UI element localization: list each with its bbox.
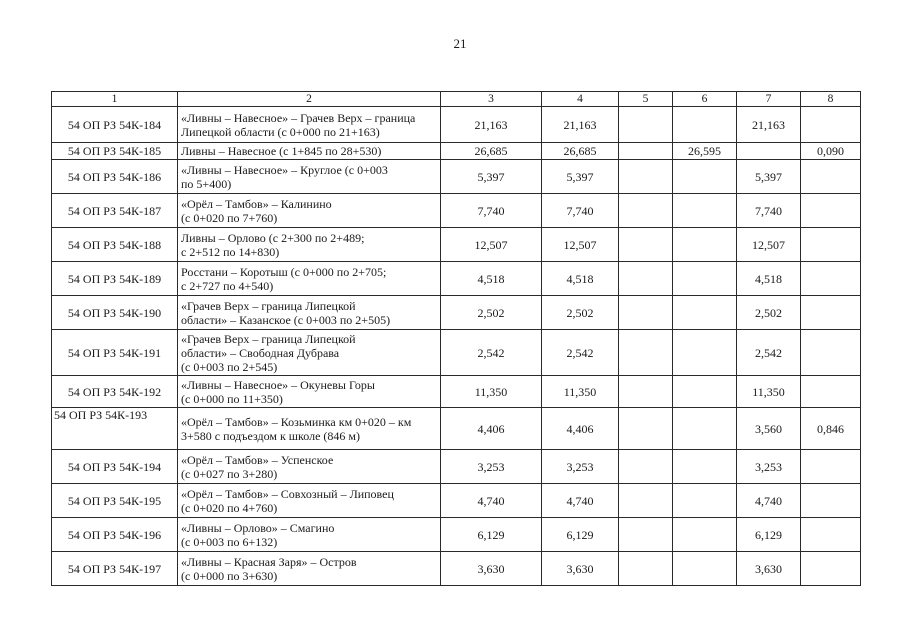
road-name: Росстани – Коротыш (с 0+000 по 2+705; с 2+727 по 4+540) — [178, 262, 441, 296]
road-code: 54 ОП РЗ 54К-185 — [52, 143, 178, 160]
cell-col5 — [619, 376, 673, 408]
cell-col8 — [801, 296, 861, 330]
cell-col8: 0,846 — [801, 408, 861, 450]
cell-col8 — [801, 330, 861, 376]
table-row — [52, 228, 861, 262]
cell-col5 — [619, 408, 673, 450]
cell-col4: 12,507 — [542, 228, 619, 262]
cell-col5 — [619, 450, 673, 484]
cell-col5 — [619, 143, 673, 160]
road-name: «Орёл – Тамбов» – Успенское (с 0+027 по 3+280) — [178, 450, 441, 484]
road-name: Ливны – Навесное (с 1+845 по 28+530) — [178, 143, 441, 160]
cell-col5 — [619, 518, 673, 552]
cell-col7: 7,740 — [737, 194, 801, 228]
table-row — [52, 518, 861, 552]
cell-col6 — [673, 408, 737, 450]
table-row — [52, 552, 861, 586]
cell-col3: 5,397 — [441, 160, 542, 194]
road-code: 54 ОП РЗ 54К-188 — [52, 228, 178, 262]
road-name: «Ливны – Красная Заря» – Остров (с 0+000 по 3+630) — [178, 552, 441, 586]
road-name: «Ливны – Навесное» – Грачев Верх – граница Липецкой области (с 0+000 по 21+163) — [178, 107, 441, 143]
cell-col6 — [673, 518, 737, 552]
column-header: 6 — [673, 92, 737, 107]
road-code: 54 ОП РЗ 54К-195 — [52, 484, 178, 518]
cell-col6 — [673, 262, 737, 296]
cell-col5 — [619, 107, 673, 143]
table-row — [52, 296, 861, 330]
column-header: 3 — [441, 92, 542, 107]
cell-col7: 2,542 — [737, 330, 801, 376]
cell-col7: 5,397 — [737, 160, 801, 194]
cell-col4: 3,630 — [542, 552, 619, 586]
cell-col7: 3,560 — [737, 408, 801, 450]
road-code: 54 ОП РЗ 54К-193 — [52, 408, 178, 450]
cell-col3: 2,502 — [441, 296, 542, 330]
table-row — [52, 408, 861, 450]
cell-col8 — [801, 552, 861, 586]
column-header: 7 — [737, 92, 801, 107]
cell-col8 — [801, 228, 861, 262]
cell-col3: 7,740 — [441, 194, 542, 228]
cell-col4: 5,397 — [542, 160, 619, 194]
cell-col4: 4,740 — [542, 484, 619, 518]
cell-col3: 6,129 — [441, 518, 542, 552]
road-name: «Ливны – Навесное» – Круглое (с 0+003 по 5+400) — [178, 160, 441, 194]
cell-col3: 2,542 — [441, 330, 542, 376]
cell-col8 — [801, 484, 861, 518]
cell-col5 — [619, 552, 673, 586]
cell-col8 — [801, 107, 861, 143]
road-name: «Грачев Верх – граница Липецкой области» – Казанское (с 0+003 по 2+505) — [178, 296, 441, 330]
cell-col6 — [673, 552, 737, 586]
cell-col5 — [619, 160, 673, 194]
cell-col4: 11,350 — [542, 376, 619, 408]
road-code: 54 ОП РЗ 54К-192 — [52, 376, 178, 408]
road-code: 54 ОП РЗ 54К-186 — [52, 160, 178, 194]
cell-col4: 4,518 — [542, 262, 619, 296]
cell-col8 — [801, 450, 861, 484]
road-name: «Орёл – Тамбов» – Калинино (с 0+020 по 7+760) — [178, 194, 441, 228]
page-number: 21 — [453, 36, 467, 51]
road-name: «Орёл – Тамбов» – Козьминка км 0+020 – км 3+580 с подъездом к школе (846 м) — [178, 408, 441, 450]
cell-col7: 3,630 — [737, 552, 801, 586]
table-row — [52, 262, 861, 296]
cell-col6 — [673, 330, 737, 376]
cell-col7: 4,740 — [737, 484, 801, 518]
cell-col4: 3,253 — [542, 450, 619, 484]
road-code: 54 ОП РЗ 54К-189 — [52, 262, 178, 296]
table-row — [52, 160, 861, 194]
road-code: 54 ОП РЗ 54К-191 — [52, 330, 178, 376]
table-row — [52, 450, 861, 484]
road-name: «Орёл – Тамбов» – Совхозный – Липовец (с 0+020 по 4+760) — [178, 484, 441, 518]
cell-col7: 3,253 — [737, 450, 801, 484]
cell-col4: 4,406 — [542, 408, 619, 450]
cell-col8 — [801, 160, 861, 194]
cell-col7: 11,350 — [737, 376, 801, 408]
road-code: 54 ОП РЗ 54К-194 — [52, 450, 178, 484]
cell-col8 — [801, 518, 861, 552]
cell-col3: 3,630 — [441, 552, 542, 586]
cell-col3: 11,350 — [441, 376, 542, 408]
road-name: Ливны – Орлово (с 2+300 по 2+489; с 2+512 по 14+830) — [178, 228, 441, 262]
table-row — [52, 376, 861, 408]
cell-col5 — [619, 262, 673, 296]
cell-col8: 0,090 — [801, 143, 861, 160]
table-row — [52, 330, 861, 376]
cell-col3: 26,685 — [441, 143, 542, 160]
table-row — [52, 107, 861, 143]
cell-col3: 12,507 — [441, 228, 542, 262]
table-row — [52, 484, 861, 518]
cell-col7: 2,502 — [737, 296, 801, 330]
cell-col7: 4,518 — [737, 262, 801, 296]
table-row — [52, 194, 861, 228]
road-name: «Ливны – Орлово» – Смагино (с 0+003 по 6+132) — [178, 518, 441, 552]
column-header: 5 — [619, 92, 673, 107]
cell-col3: 3,253 — [441, 450, 542, 484]
cell-col7: 21,163 — [737, 107, 801, 143]
cell-col4: 26,685 — [542, 143, 619, 160]
table-row — [52, 143, 861, 160]
cell-col3: 4,406 — [441, 408, 542, 450]
road-code: 54 ОП РЗ 54К-190 — [52, 296, 178, 330]
cell-col3: 4,518 — [441, 262, 542, 296]
cell-col5 — [619, 194, 673, 228]
cell-col5 — [619, 228, 673, 262]
road-code: 54 ОП РЗ 54К-197 — [52, 552, 178, 586]
cell-col8 — [801, 376, 861, 408]
road-code: 54 ОП РЗ 54К-187 — [52, 194, 178, 228]
cell-col4: 2,502 — [542, 296, 619, 330]
cell-col4: 6,129 — [542, 518, 619, 552]
cell-col4: 7,740 — [542, 194, 619, 228]
roads-table — [51, 91, 861, 586]
cell-col6 — [673, 107, 737, 143]
road-code: 54 ОП РЗ 54К-184 — [52, 107, 178, 143]
cell-col7 — [737, 143, 801, 160]
road-name: «Грачев Верх – граница Липецкой области» – Свободная Дубрава (с 0+003 по 2+545) — [178, 330, 441, 376]
cell-col6 — [673, 376, 737, 408]
column-header: 8 — [801, 92, 861, 107]
cell-col8 — [801, 262, 861, 296]
cell-col6 — [673, 228, 737, 262]
cell-col5 — [619, 330, 673, 376]
cell-col6 — [673, 296, 737, 330]
cell-col4: 21,163 — [542, 107, 619, 143]
cell-col6 — [673, 450, 737, 484]
cell-col3: 21,163 — [441, 107, 542, 143]
cell-col8 — [801, 194, 861, 228]
cell-col5 — [619, 484, 673, 518]
cell-col7: 12,507 — [737, 228, 801, 262]
cell-col7: 6,129 — [737, 518, 801, 552]
cell-col4: 2,542 — [542, 330, 619, 376]
cell-col6 — [673, 160, 737, 194]
road-code: 54 ОП РЗ 54К-196 — [52, 518, 178, 552]
column-header: 1 — [52, 92, 178, 107]
cell-col5 — [619, 296, 673, 330]
cell-col6 — [673, 194, 737, 228]
column-header: 4 — [542, 92, 619, 107]
header-row — [52, 92, 861, 107]
cell-col3: 4,740 — [441, 484, 542, 518]
cell-col6 — [673, 484, 737, 518]
column-header: 2 — [178, 92, 441, 107]
cell-col6: 26,595 — [673, 143, 737, 160]
road-name: «Ливны – Навесное» – Окуневы Горы (с 0+000 по 11+350) — [178, 376, 441, 408]
